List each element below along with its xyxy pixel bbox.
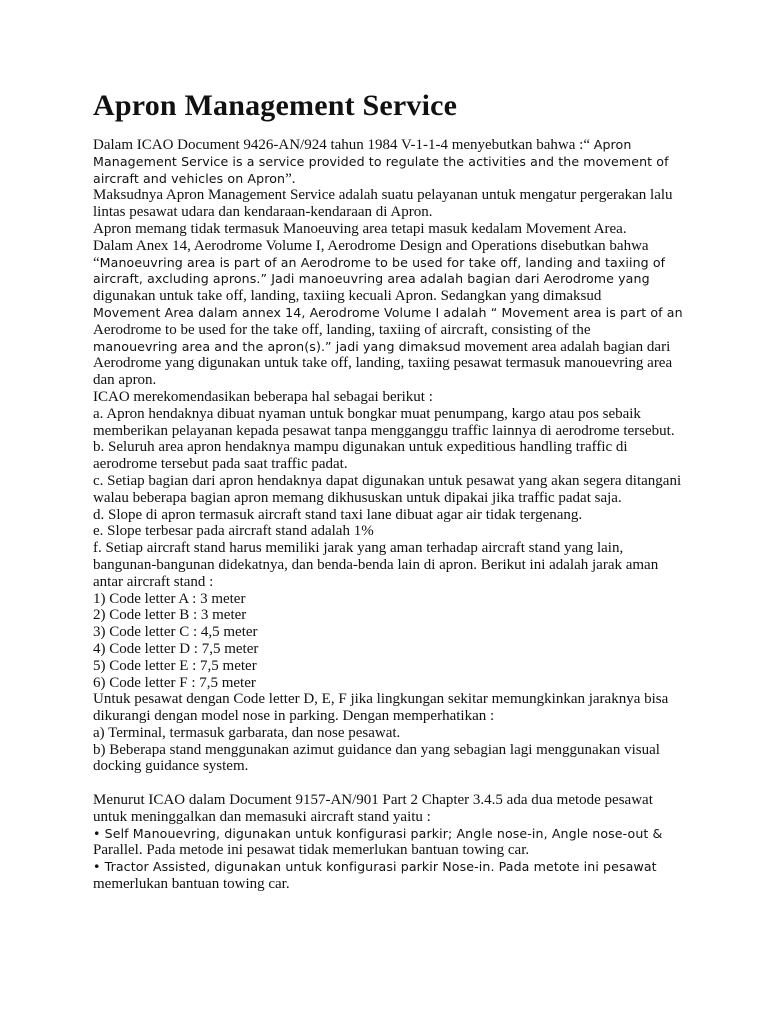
- text: memerlukan bantuan towing car.: [93, 876, 290, 893]
- list-item-d: d. Slope di apron termasuk aircraft stand taxi lane dibuat agar air tidak tergenang.: [93, 506, 583, 523]
- text: digunakan untuk take off, landing, taxiing kecuali Apron. Sedangkan yang dimaksud: [93, 288, 602, 305]
- code-letter-item: 5) Code letter E : 7,5 meter: [93, 657, 257, 674]
- paragraph-nose-in: Untuk pesawat dengan Code letter D, E, F jika lingkungan sekitar memungkinkan jaraknya bisa dikurangi dengan model nose in parking. Dengan memperhatikan :: [93, 691, 669, 725]
- document-body: [93, 137, 683, 893]
- paragraph-manoeuving: Apron memang tidak termasuk Manoeuving area tetapi masuk kedalam Movement Area.: [93, 220, 627, 237]
- document-page: [93, 87, 683, 893]
- code-letter-item: 1) Code letter A : 3 meter: [93, 590, 246, 607]
- code-letter-item: 2) Code letter B : 3 meter: [93, 607, 247, 624]
- quoted-definition: Apron Management Service is a service provided to regulate the activities and the movement of aircraft and vehicles on Apron: [93, 137, 669, 186]
- quoted-definition: manouevring area and the apron(s).” jadi yang dimaksud: [93, 338, 461, 354]
- code-letter-item: 4) Code letter D : 7,5 meter: [93, 640, 259, 657]
- list-item-e: e. Slope terbesar pada aircraft stand adalah 1%: [93, 523, 374, 540]
- text: Dalam ICAO Document 9426-AN/924 tahun 1984 V-1-1-4 menyebutkan bahwa :“: [93, 137, 594, 153]
- paragraph-icao-definition: [93, 137, 683, 187]
- bullet-self-manoeuvring: [93, 826, 683, 860]
- text: Aerodrome to be used for the take off, landing, taxiing of aircraft, consisting of the: [93, 321, 591, 338]
- bullet-lead: • Tractor Assisted, digunakan untuk konfigurasi parkir Nose-in. Pada metote ini pesawat: [93, 859, 657, 875]
- text: movement area adalah bagian dari Aerodrome yang digunakan untuk take off, landing, taxiing pesawat termasuk manouevring area dan apron.: [93, 338, 673, 389]
- quoted-definition: Manoeuvring area is part of an Aerodrome to be used for take off, landing and taxiing of aircraft, axcluding aprons.” Jadi manoeuvring area adalah bagian dari Aerodrome yang: [93, 254, 666, 287]
- paragraph-annex14: [93, 238, 683, 389]
- code-letter-item: 3) Code letter C : 4,5 meter: [93, 624, 258, 641]
- list-item-guidance: b) Beberapa stand menggunakan azimut guidance dan yang sebagian lagi menggunakan visual docking guidance system.: [93, 741, 660, 775]
- quoted-definition: Movement Area dalam annex 14, Aerodrome Volume I adalah “ Movement area is part of an: [93, 304, 683, 320]
- code-letter-item: 6) Code letter F : 7,5 meter: [93, 674, 256, 691]
- paragraph-meaning: Maksudnya Apron Management Service adalah suatu pelayanan untuk mengatur pergerakan lalu lintas pesawat udara dan kendaraan-kendaraan di Apron.: [93, 187, 673, 221]
- list-item-a: a. Apron hendaknya dibuat nyaman untuk bongkar muat penumpang, kargo atau pos sebaik memberikan pelayanan kepada pesawat tanpa mengganggu traffic lainnya di aerodrome tersebut.: [93, 405, 675, 439]
- list-item-f: f. Setiap aircraft stand harus memiliki jarak yang aman terhadap aircraft stand yang lain, bangunan-bangunan didekatnya, dan benda-benda lain di apron. Berikut ini adalah jarak aman antar aircraft stand :: [93, 540, 659, 590]
- list-item-b: b. Seluruh area apron hendaknya mampu digunakan untuk expeditious handling traffic di aerodrome tersebut pada saat traffic padat.: [93, 439, 628, 473]
- list-item-terminal: a) Terminal, termasuk garbarata, dan nose pesawat.: [93, 724, 401, 741]
- paragraph-methods: Menurut ICAO dalam Document 9157-AN/901 Part 2 Chapter 3.4.5 ada dua metode pesawat untuk meninggalkan dan memasuki aircraft stand yaitu :: [93, 792, 653, 825]
- bullet-lead: • Self Manouevring, digunakan untuk konfigurasi parkir; Angle nose-in, Angle nose-out &: [93, 825, 663, 841]
- bullet-tractor-assisted: [93, 859, 683, 893]
- list-item-c: c. Setiap bagian dari apron hendaknya dapat digunakan untuk pesawat yang akan segera ditangani walau beberapa bagian apron memang dikhususkan untuk dipakai jika traffic padat saja.: [93, 472, 682, 506]
- text: Dalam Anex 14, Aerodrome Volume I, Aerodrome Design and Operations disebutkan bahwa “: [93, 237, 649, 271]
- text: ”.: [285, 170, 296, 187]
- paragraph-recommendation: ICAO merekomendasikan beberapa hal sebagai berikut :: [93, 388, 433, 405]
- text: Parallel. Pada metode ini pesawat tidak memerlukan bantuan towing car.: [93, 842, 530, 859]
- paragraph-spacer: [93, 775, 683, 792]
- page-title: Apron Management Service: [93, 89, 458, 122]
